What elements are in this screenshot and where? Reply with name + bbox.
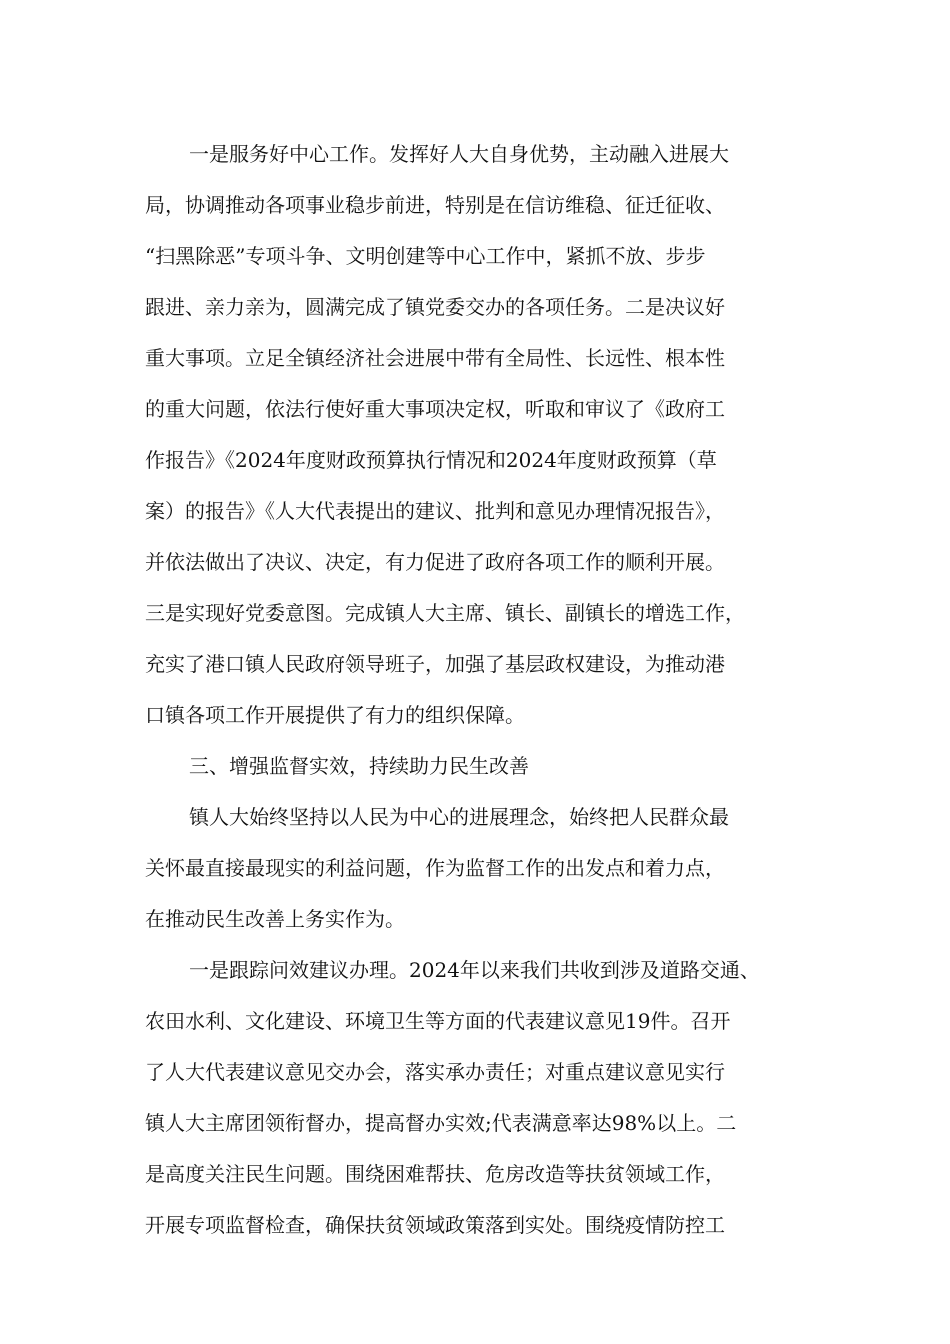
paragraph-line: 开展专项监督检查，确保扶贫领域政策落到实处。围绕疫情防控工 <box>145 1213 725 1237</box>
paragraph-line: 口镇各项工作开展提供了有力的组织保障。 <box>145 703 525 727</box>
paragraph-line: 镇人大主席团领衔督办，提高督办实效;代表满意率达98%以上。二 <box>145 1111 737 1135</box>
paragraph-line: 并依法做出了决议、决定，有力促进了政府各项工作的顺利开展。 <box>145 550 725 574</box>
paragraph-line: 是高度关注民生问题。围绕困难帮扶、危房改造等扶贫领域工作， <box>145 1162 725 1186</box>
paragraph-line: 作报告》《2024年度财政预算执行情况和2024年度财政预算（草 <box>145 448 717 472</box>
paragraph-line: 充实了港口镇人民政府领导班子，加强了基层政权建设，为推动港 <box>145 652 725 676</box>
paragraph-line: 跟进、亲力亲为，圆满完成了镇党委交办的各项任务。二是决议好 <box>145 295 725 319</box>
paragraph-line: 农田水利、文化建设、环境卫生等方面的代表建议意见19件。召开 <box>145 1009 731 1033</box>
paragraph-line: 的重大问题，依法行使好重大事项决定权，听取和审议了《政府工 <box>145 397 725 421</box>
paragraph-line: 一是服务好中心工作。发挥好人大自身优势，主动融入进展大 <box>189 142 729 166</box>
paragraph-line: 局，协调推动各项事业稳步前进，特别是在信访维稳、征迁征收、 <box>145 193 725 217</box>
paragraph-line: 了人大代表建议意见交办会，落实承办责任；对重点建议意见实行 <box>145 1060 725 1084</box>
paragraph-line: 三是实现好党委意图。完成镇人大主席、镇长、副镇长的增选工作， <box>145 601 745 625</box>
paragraph-line: “扫黑除恶”专项斗争、文明创建等中心工作中，紧抓不放、步步 <box>145 244 706 268</box>
paragraph-line: 在推动民生改善上务实作为。 <box>145 907 405 931</box>
paragraph-line: 案）的报告》《人大代表提出的建议、批判和意见办理情况报告》， <box>145 499 725 523</box>
paragraph-line: 重大事项。立足全镇经济社会进展中带有全局性、长远性、根本性 <box>145 346 725 370</box>
paragraph-line: 关怀最直接最现实的利益问题，作为监督工作的出发点和着力点， <box>145 856 725 880</box>
paragraph-line: 一是跟踪问效建议办理。2024年以来我们共收到涉及道路交通、 <box>189 958 760 982</box>
section-heading: 三、增强监督实效，持续助力民生改善 <box>189 754 529 778</box>
paragraph-line: 镇人大始终坚持以人民为中心的进展理念，始终把人民群众最 <box>189 805 729 829</box>
